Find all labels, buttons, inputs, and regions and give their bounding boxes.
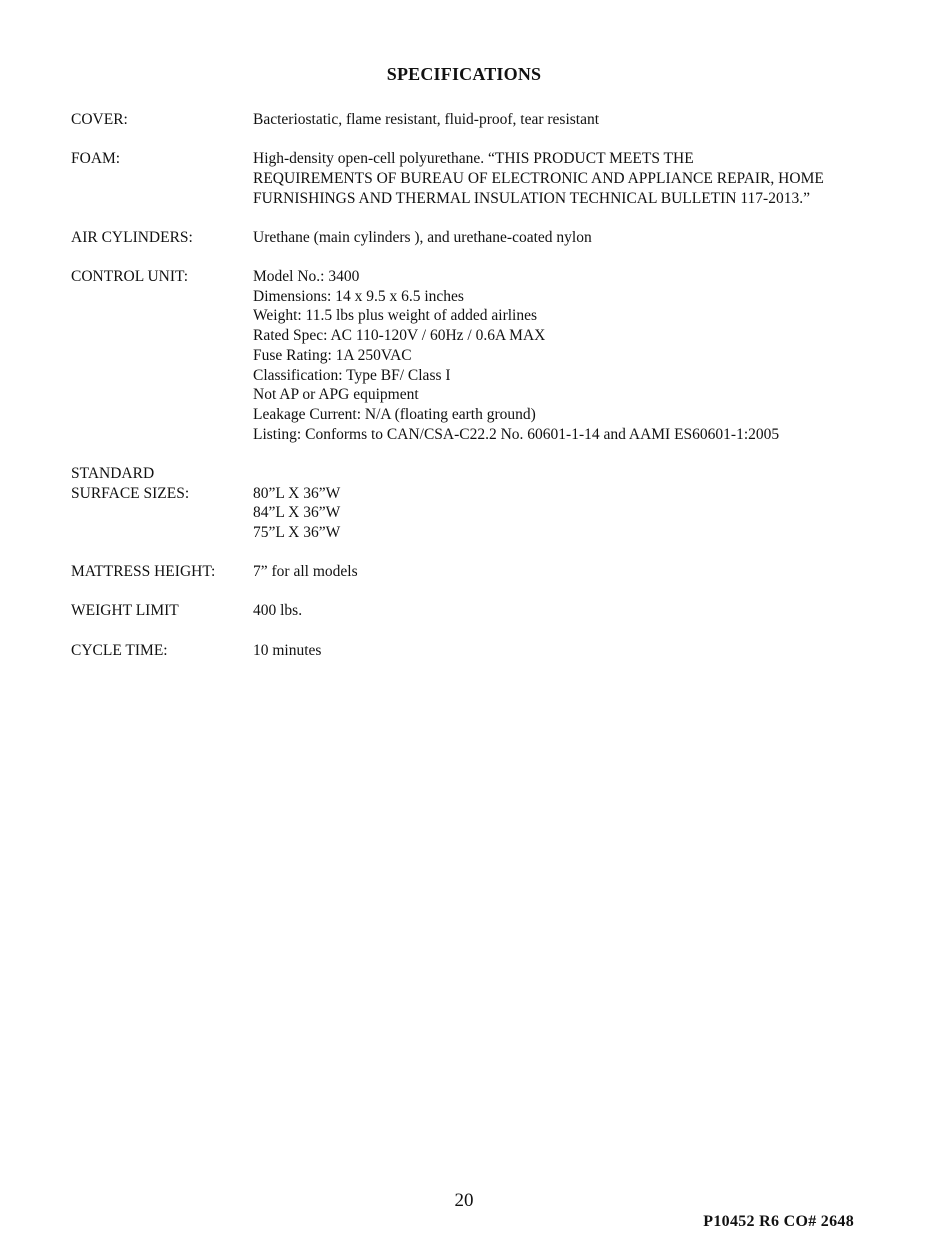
spec-label-surface-sizes	[71, 464, 253, 543]
spec-row-cycle-time	[71, 641, 871, 661]
spec-row-foam	[71, 149, 871, 208]
spec-line: FURNISHINGS AND THERMAL INSULATION TECHNICAL BULLETIN 117-2013.”	[253, 189, 810, 207]
spec-line: 7” for all models	[253, 563, 358, 581]
spec-label-cycle-time: CYCLE TIME:	[71, 641, 168, 659]
spec-line: Classification: Type BF/ Class I	[253, 366, 451, 384]
specifications-list	[71, 110, 871, 680]
spec-line: Weight: 11.5 lbs plus weight of added airlines	[253, 307, 538, 325]
spec-value-weight-limit	[253, 601, 871, 621]
spec-row-control-unit	[71, 267, 871, 444]
spec-line: Listing: Conforms to CAN/CSA-C22.2 No. 60601-1-14 and AAMI ES60601-1:2005	[253, 425, 780, 443]
spec-line: Dimensions: 14 x 9.5 x 6.5 inches	[253, 287, 464, 305]
spec-line: 84”L X 36”W	[253, 504, 341, 522]
spec-line	[253, 464, 871, 484]
spec-line: 75”L X 36”W	[253, 523, 341, 541]
spec-row-mattress-height	[71, 562, 871, 582]
document-code: P10452 R6 CO# 2648	[703, 1213, 854, 1230]
spec-line: Leakage Current: N/A (floating earth ground)	[253, 405, 536, 423]
spec-line: Bacteriostatic, flame resistant, fluid-proof, tear resistant	[253, 111, 600, 128]
spec-value-surface-sizes	[253, 464, 871, 543]
spec-value-cover	[253, 110, 871, 130]
spec-line: Rated Spec: AC 110-120V / 60Hz / 0.6A MAX	[253, 327, 546, 345]
spec-value-cycle-time	[253, 641, 871, 661]
spec-label-weight-limit: WEIGHT LIMIT	[71, 602, 179, 620]
spec-value-air-cylinders	[253, 228, 871, 248]
spec-row-surface-sizes	[71, 464, 871, 543]
spec-line: Fuse Rating: 1A 250VAC	[253, 346, 412, 364]
spec-line: 80”L X 36”W	[253, 484, 341, 502]
spec-row-cover	[71, 110, 871, 130]
spec-value-control-unit	[253, 267, 871, 444]
spec-line: Model No.: 3400	[253, 268, 360, 286]
spec-line: 10 minutes	[253, 641, 322, 659]
spec-line: High-density open-cell polyurethane. “THIS PRODUCT MEETS THE	[253, 150, 694, 168]
spec-line: REQUIREMENTS OF BUREAU OF ELECTRONIC AND APPLIANCE REPAIR, HOME	[253, 169, 824, 187]
spec-label-mattress-height: MATTRESS HEIGHT:	[71, 563, 216, 581]
spec-value-mattress-height	[253, 562, 871, 582]
spec-value-foam	[253, 149, 871, 208]
label-line: STANDARD	[71, 464, 155, 482]
page-number: 20	[454, 1190, 474, 1211]
page-title: SPECIFICATIONS	[386, 64, 542, 84]
spec-line: Not AP or APG equipment	[253, 386, 419, 404]
spec-label-foam: FOAM:	[71, 150, 121, 168]
spec-label-cover: COVER:	[71, 111, 128, 128]
spec-row-weight-limit	[71, 601, 871, 621]
spec-row-air-cylinders	[71, 228, 871, 248]
spec-label-control-unit: CONTROL UNIT:	[71, 268, 189, 286]
label-line: SURFACE SIZES:	[71, 484, 190, 502]
spec-line: Urethane (main cylinders ), and urethane-coated nylon	[253, 228, 592, 246]
spec-label-air-cylinders: AIR CYLINDERS:	[71, 228, 193, 246]
spec-line: 400 lbs.	[253, 602, 303, 620]
